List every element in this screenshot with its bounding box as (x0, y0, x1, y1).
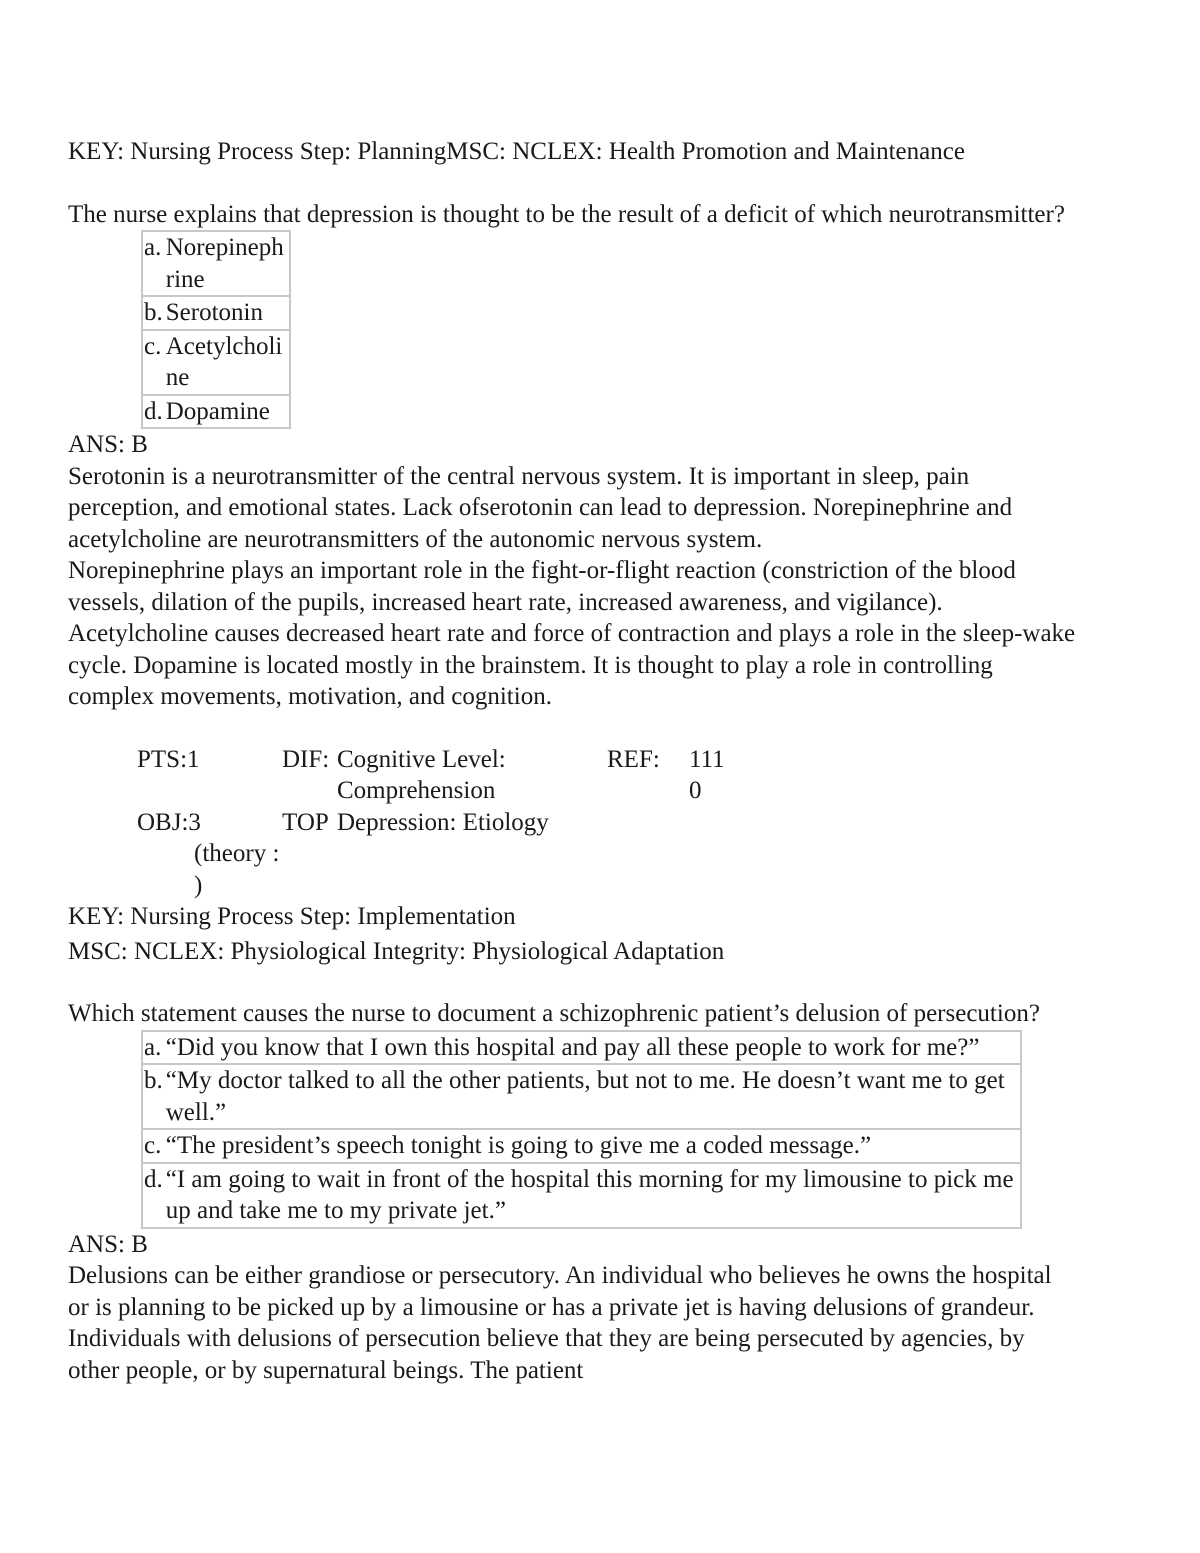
q3-choice-c (142, 1129, 1021, 1163)
q3-rationale: Delusions can be either grandiose or persecutory. An individual who believes he owns the hospital or is planning to be picked up by a limousine or has a private jet is having delusions of grandeur. Individuals with delusions of persecution believe that they are being persecuted by agencies, by other people, or by supernatural beings. The patient (68, 1262, 1052, 1384)
q3-stem: Which statement causes the nurse to document a schizophrenic patient’s delusion of persecution? (68, 1000, 1040, 1027)
choice-letter: d. (142, 395, 166, 429)
choice-letter: c. (142, 1129, 166, 1163)
choice-text: Dopamine (166, 395, 290, 429)
q3-choice-d (142, 1163, 1021, 1228)
q2-stem: The nurse explains that depression is thought to be the result of a deficit of which neurotransmitter? (68, 200, 1065, 228)
obj-value-line-1: (theory : (194, 839, 280, 867)
q3-choice-b (142, 1064, 1021, 1129)
choice-text: “The president’s speech tonight is going to give me a coded message.” (166, 1129, 1021, 1163)
dif-label: DIF: (282, 745, 330, 773)
top-label: TOP (282, 808, 329, 836)
choice-text: “Did you know that I own this hospital and pay all these people to work for me?” (166, 1031, 1021, 1065)
q2-choice-d (142, 395, 290, 429)
choice-letter: c. (142, 330, 166, 395)
ref-value-line-2: 0 (689, 776, 702, 804)
ref-label: REF: (607, 745, 660, 773)
q2-choices-table (141, 230, 291, 429)
q2-answer: ANS: B (68, 431, 148, 458)
q2-rationale-paragraph-2: Norepinephrine plays an important role in the fight-or-flight reaction (constriction of the blood vessels, dilation of the pupils, increased heart rate, increased awareness, and vigilance). Acetylcholine causes decreased heart rate and force of contraction and plays a role in the sleep-wake cycle. Dopamine is located mostly in the brainstem. It is thought to play a role in controlling complex movements, motivation, and cognition. (68, 557, 1076, 710)
q3-answer: ANS: B (68, 1230, 148, 1258)
q3-choices-table (141, 1030, 1022, 1229)
spacer (68, 168, 1078, 199)
obj-value-line-2: ) (194, 871, 203, 899)
q2-key-line: KEY: Nursing Process Step: Implementation (68, 902, 516, 930)
choice-text: “My doctor talked to all the other patients, but not to me. He doesn’t want me to get well.” (166, 1064, 1021, 1129)
q2-choice-a (142, 231, 290, 296)
q2-metadata-block (68, 744, 1078, 936)
spacer (68, 967, 1078, 998)
choice-text: Acetylcholine (166, 330, 290, 395)
choice-letter: a. (142, 231, 166, 296)
document-page (68, 136, 1078, 1386)
spacer (68, 713, 1078, 744)
choice-letter: d. (142, 1163, 166, 1228)
dif-value-line-2: Comprehension (337, 776, 496, 804)
q1-key-msc-line: KEY: Nursing Process Step: PlanningMSC: NCLEX: Health Promotion and Maintenance (68, 138, 965, 165)
choice-text: Norepinephrine (166, 231, 290, 296)
obj-label: OBJ:3 (137, 808, 201, 836)
choice-letter: a. (142, 1031, 166, 1065)
choice-text: “I am going to wait in front of the hospital this morning for my limousine to pick me up and take me to my private jet.” (166, 1163, 1021, 1228)
q3-choice-a (142, 1031, 1021, 1065)
q2-choice-b (142, 296, 290, 330)
q2-choice-c (142, 330, 290, 395)
dif-value-line-1: Cognitive Level: (337, 745, 506, 773)
ref-value-line-1: 111 (689, 745, 725, 773)
choice-letter: b. (142, 1064, 166, 1129)
choice-letter: b. (142, 296, 166, 330)
q2-msc-line: MSC: NCLEX: Physiological Integrity: Physiological Adaptation (68, 937, 725, 965)
choice-text: Serotonin (166, 296, 290, 330)
pts-label: PTS:1 (137, 745, 200, 773)
q2-rationale-paragraph-1: Serotonin is a neurotransmitter of the central nervous system. It is important in sleep, pain perception, and emotional states. Lack ofserotonin can lead to depression. Norepinephrine and acetylcholine are neurotransmitters of the autonomic nervous system. (68, 462, 1013, 553)
top-value: Depression: Etiology (337, 808, 549, 836)
